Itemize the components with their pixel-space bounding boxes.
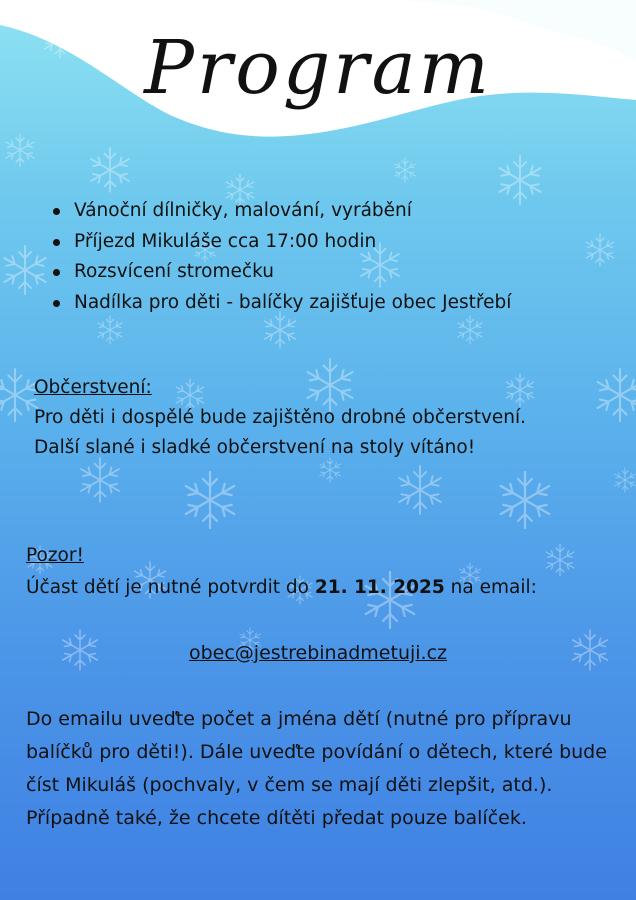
list-item-label: Příjezd Mikuláše cca 17:00 hodin: [74, 230, 377, 252]
notice-date: 21. 11. 2025: [314, 577, 445, 598]
list-item: [46, 196, 626, 227]
bullet-icon: [53, 208, 60, 215]
list-item-label: Vánoční dílničky, malování, vyrábění: [74, 200, 412, 221]
refreshment-line-2: Další slané i sladké občerstvení na stoly vítáno!: [34, 437, 476, 458]
email-line: [0, 637, 636, 669]
page-title: Program: [144, 25, 492, 111]
list-item-label: Rozsvícení stromečku: [74, 261, 274, 282]
refreshment-line-1: Pro děti i dospělé bude zajištěno drobné občerstvení.: [34, 407, 527, 428]
email-link[interactable]: obec@jestrebinadmetuji.cz: [188, 642, 447, 664]
refreshment-heading: Občerstvení:: [34, 377, 152, 398]
notice-text: [26, 572, 622, 604]
list-item: [46, 288, 626, 319]
notice-section: [26, 540, 622, 604]
program-list: [46, 196, 626, 318]
refreshment-section: [34, 373, 624, 463]
list-item: [46, 257, 626, 288]
bullet-icon: [53, 300, 60, 307]
list-item: [46, 227, 626, 258]
notice-text-before: Účast dětí je nutné potvrdit do: [26, 577, 315, 598]
bullet-icon: [53, 239, 60, 246]
note-paragraph: Do emailu uveďte počet a jména dětí (nutné pro přípravu balíčků pro děti!). Dále uveďte povídání o dětech, které bude číst Mikuláš (pochvaly, v čem se mají děti zlepšit, atd.). Případně také, že chcete dítěti předat pouze balíček.: [26, 708, 607, 829]
notice-text-after: na email:: [444, 577, 537, 598]
list-item-label: Nadílka pro děti - balíčky zajišťuje obec Jestřebí: [74, 291, 512, 313]
notice-heading: Pozor!: [26, 545, 84, 566]
bullet-icon: [53, 269, 60, 276]
